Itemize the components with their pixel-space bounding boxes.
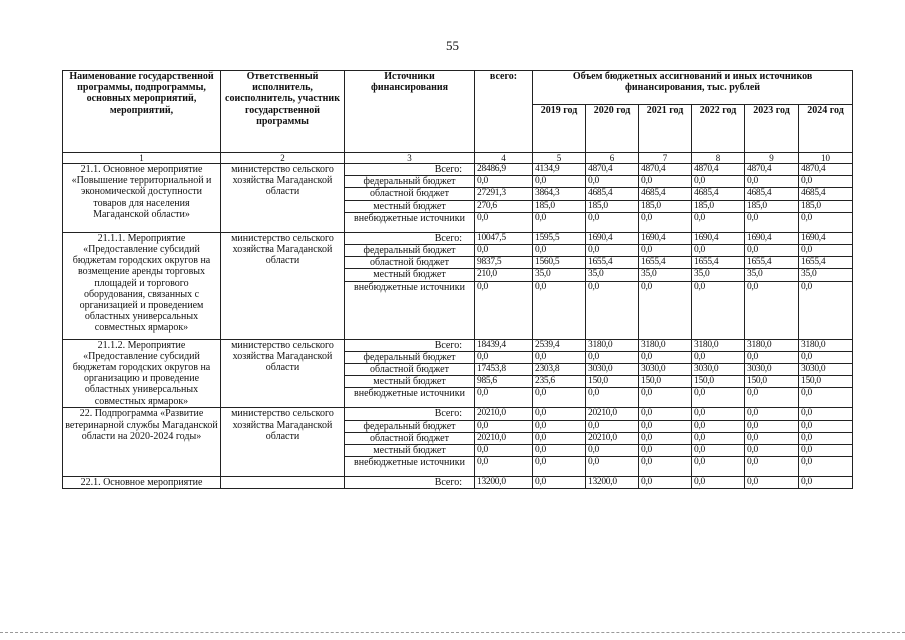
year-value: 1595,5 — [533, 232, 586, 244]
year-value: 4870,4 — [586, 164, 639, 176]
year-value: 1655,4 — [586, 257, 639, 269]
year-value: 185,0 — [586, 200, 639, 212]
year-value: 0,0 — [586, 420, 639, 432]
year-value: 150,0 — [639, 376, 692, 388]
total-value: 0,0 — [475, 351, 533, 363]
funding-source: внебюджетные источники — [345, 457, 475, 477]
year-value: 0,0 — [745, 351, 799, 363]
year-value: 3180,0 — [799, 339, 853, 351]
total-value: 210,0 — [475, 269, 533, 281]
program-name: 21.1. Основное мероприятие «Повышение территориальной и экономической доступности товаров для населения Магаданской области» — [63, 164, 221, 233]
year-value: 0,0 — [639, 432, 692, 444]
funding-source: областной бюджет — [345, 432, 475, 444]
year-value: 0,0 — [533, 245, 586, 257]
total-value: 0,0 — [475, 212, 533, 232]
column-number: 2 — [221, 153, 345, 164]
year-value: 0,0 — [692, 351, 745, 363]
header-name: Наименование государственной программы, подпрограммы, основных мероприятий, мероприятий, — [63, 71, 221, 153]
total-value: 28486,9 — [475, 164, 533, 176]
year-value: 0,0 — [745, 444, 799, 456]
year-value: 0,0 — [639, 176, 692, 188]
total-value: 13200,0 — [475, 477, 533, 489]
table-row — [63, 164, 853, 176]
year-value: 0,0 — [745, 281, 799, 339]
responsible-executor: министерство сельского хозяйства Магаданской области — [221, 408, 345, 477]
responsible-executor — [221, 477, 345, 489]
funding-source: областной бюджет — [345, 257, 475, 269]
year-value: 0,0 — [639, 420, 692, 432]
year-value: 1690,4 — [639, 232, 692, 244]
year-value: 0,0 — [745, 432, 799, 444]
year-value: 35,0 — [692, 269, 745, 281]
total-value: 0,0 — [475, 457, 533, 477]
year-value: 0,0 — [745, 212, 799, 232]
year-value: 13200,0 — [586, 477, 639, 489]
funding-source: федеральный бюджет — [345, 351, 475, 363]
year-value: 2539,4 — [533, 339, 586, 351]
year-value: 0,0 — [692, 245, 745, 257]
year-value: 35,0 — [586, 269, 639, 281]
total-value: 27291,3 — [475, 188, 533, 200]
funding-source: областной бюджет — [345, 188, 475, 200]
year-value: 0,0 — [533, 281, 586, 339]
column-number: 4 — [475, 153, 533, 164]
total-value: 0,0 — [475, 444, 533, 456]
year-value: 0,0 — [692, 281, 745, 339]
year-value: 4870,4 — [745, 164, 799, 176]
header-year: 2024 год — [799, 105, 853, 153]
year-value: 0,0 — [692, 444, 745, 456]
funding-source: внебюджетные источники — [345, 212, 475, 232]
column-number: 5 — [533, 153, 586, 164]
year-value: 0,0 — [799, 245, 853, 257]
program-name: 22. Подпрограмма «Развитие ветеринарной службы Магаданской области на 2020-2024 годы» — [63, 408, 221, 477]
column-number: 7 — [639, 153, 692, 164]
year-value: 0,0 — [533, 212, 586, 232]
year-value: 1690,4 — [799, 232, 853, 244]
year-value: 35,0 — [799, 269, 853, 281]
year-value: 0,0 — [639, 457, 692, 477]
year-value: 20210,0 — [586, 408, 639, 420]
table-row — [63, 232, 853, 244]
year-value: 0,0 — [639, 245, 692, 257]
year-value: 150,0 — [586, 376, 639, 388]
funding-source: внебюджетные источники — [345, 281, 475, 339]
column-number: 10 — [799, 153, 853, 164]
year-value: 4870,4 — [799, 164, 853, 176]
total-value: 20210,0 — [475, 408, 533, 420]
year-value: 0,0 — [745, 176, 799, 188]
total-value: 10047,5 — [475, 232, 533, 244]
year-value: 3030,0 — [692, 363, 745, 375]
year-value: 2303,8 — [533, 363, 586, 375]
year-value: 0,0 — [692, 457, 745, 477]
total-value: 9837,5 — [475, 257, 533, 269]
year-value: 185,0 — [533, 200, 586, 212]
year-value: 0,0 — [533, 444, 586, 456]
year-value: 0,0 — [586, 281, 639, 339]
header-year: 2022 год — [692, 105, 745, 153]
total-value: 0,0 — [475, 281, 533, 339]
year-value: 150,0 — [799, 376, 853, 388]
year-value: 3180,0 — [639, 339, 692, 351]
total-value: 270,6 — [475, 200, 533, 212]
year-value: 150,0 — [692, 376, 745, 388]
year-value: 0,0 — [692, 176, 745, 188]
year-value: 0,0 — [586, 351, 639, 363]
year-value: 0,0 — [533, 420, 586, 432]
year-value: 185,0 — [745, 200, 799, 212]
header-total: всего: — [475, 71, 533, 153]
funding-source: федеральный бюджет — [345, 176, 475, 188]
header-year: 2019 год — [533, 105, 586, 153]
funding-source: федеральный бюджет — [345, 245, 475, 257]
table-body — [63, 164, 853, 489]
year-value: 0,0 — [639, 388, 692, 408]
year-value: 0,0 — [639, 351, 692, 363]
year-value: 3030,0 — [586, 363, 639, 375]
year-value: 1655,4 — [745, 257, 799, 269]
year-value: 0,0 — [745, 477, 799, 489]
year-value: 20210,0 — [586, 432, 639, 444]
header-volume: Объем бюджетных ассигнований и иных источников финансирования, тыс. рублей — [533, 71, 853, 105]
year-value: 0,0 — [745, 457, 799, 477]
funding-source: Всего: — [345, 232, 475, 244]
year-value: 0,0 — [799, 281, 853, 339]
year-value: 1655,4 — [692, 257, 745, 269]
year-value: 3030,0 — [799, 363, 853, 375]
responsible-executor: министерство сельского хозяйства Магаданской области — [221, 164, 345, 233]
table-row — [63, 408, 853, 420]
program-name: 21.1.2. Мероприятие «Предоставление субсидий бюджетам городских округов на организацию и проведение областных универсальных совместных ярмарок» — [63, 339, 221, 408]
year-value: 4870,4 — [639, 164, 692, 176]
year-value: 0,0 — [799, 444, 853, 456]
year-value: 4870,4 — [692, 164, 745, 176]
year-value: 0,0 — [586, 457, 639, 477]
year-value: 0,0 — [799, 420, 853, 432]
header-year: 2020 год — [586, 105, 639, 153]
year-value: 3180,0 — [745, 339, 799, 351]
responsible-executor: министерство сельского хозяйства Магаданской области — [221, 339, 345, 408]
year-value: 0,0 — [745, 388, 799, 408]
year-value: 0,0 — [799, 351, 853, 363]
page-number: 55 — [446, 38, 459, 53]
year-value: 0,0 — [799, 457, 853, 477]
funding-source: Всего: — [345, 408, 475, 420]
total-value: 18439,4 — [475, 339, 533, 351]
year-value: 0,0 — [639, 281, 692, 339]
table-row — [63, 339, 853, 351]
year-value: 0,0 — [586, 388, 639, 408]
year-value: 3030,0 — [745, 363, 799, 375]
total-value: 0,0 — [475, 388, 533, 408]
year-value: 0,0 — [799, 212, 853, 232]
year-value: 0,0 — [533, 388, 586, 408]
funding-source: Всего: — [345, 477, 475, 489]
year-value: 0,0 — [639, 477, 692, 489]
year-value: 35,0 — [533, 269, 586, 281]
year-value: 0,0 — [533, 457, 586, 477]
header-responsible: Ответственный исполнитель, соисполнитель, участник государственной программы — [221, 71, 345, 153]
program-name: 21.1.1. Мероприятие «Предоставление субсидий бюджетам городских округов на возмещение аренды торговых площадей и торгового оборудования, связанных с организацией и проведением областных универсальных совместных ярмарок» — [63, 232, 221, 339]
column-number: 6 — [586, 153, 639, 164]
year-value: 1690,4 — [745, 232, 799, 244]
year-value: 4685,4 — [745, 188, 799, 200]
total-value: 985,6 — [475, 376, 533, 388]
year-value: 4685,4 — [692, 188, 745, 200]
funding-source: федеральный бюджет — [345, 420, 475, 432]
year-value: 3180,0 — [586, 339, 639, 351]
year-value: 235,6 — [533, 376, 586, 388]
column-number: 1 — [63, 153, 221, 164]
year-value: 1655,4 — [799, 257, 853, 269]
year-value: 0,0 — [533, 432, 586, 444]
year-value: 0,0 — [799, 388, 853, 408]
year-value: 1560,5 — [533, 257, 586, 269]
year-value: 0,0 — [586, 245, 639, 257]
funding-source: местный бюджет — [345, 376, 475, 388]
total-value: 0,0 — [475, 245, 533, 257]
funding-source: Всего: — [345, 339, 475, 351]
year-value: 0,0 — [692, 477, 745, 489]
year-value: 0,0 — [692, 432, 745, 444]
year-value: 0,0 — [586, 176, 639, 188]
year-value: 0,0 — [692, 408, 745, 420]
funding-source: областной бюджет — [345, 363, 475, 375]
year-value: 0,0 — [533, 477, 586, 489]
year-value: 0,0 — [745, 420, 799, 432]
total-value: 17453,8 — [475, 363, 533, 375]
year-value: 0,0 — [799, 477, 853, 489]
year-value: 0,0 — [745, 245, 799, 257]
funding-source: Всего: — [345, 164, 475, 176]
year-value: 150,0 — [745, 376, 799, 388]
header-year: 2021 год — [639, 105, 692, 153]
budget-table — [62, 70, 853, 489]
responsible-executor: министерство сельского хозяйства Магаданской области — [221, 232, 345, 339]
year-value: 0,0 — [533, 408, 586, 420]
year-value: 0,0 — [799, 176, 853, 188]
header-year: 2023 год — [745, 105, 799, 153]
table-row — [63, 477, 853, 489]
year-value: 35,0 — [745, 269, 799, 281]
year-value: 0,0 — [639, 408, 692, 420]
year-value: 3180,0 — [692, 339, 745, 351]
funding-source: внебюджетные источники — [345, 388, 475, 408]
year-value: 3030,0 — [639, 363, 692, 375]
year-value: 0,0 — [586, 444, 639, 456]
year-value: 0,0 — [799, 408, 853, 420]
year-value: 0,0 — [692, 420, 745, 432]
year-value: 3864,3 — [533, 188, 586, 200]
year-value: 35,0 — [639, 269, 692, 281]
year-value: 185,0 — [692, 200, 745, 212]
year-value: 0,0 — [639, 212, 692, 232]
total-value: 20210,0 — [475, 432, 533, 444]
year-value: 0,0 — [533, 351, 586, 363]
year-value: 0,0 — [586, 212, 639, 232]
funding-source: местный бюджет — [345, 444, 475, 456]
year-value: 185,0 — [639, 200, 692, 212]
column-number: 3 — [345, 153, 475, 164]
year-value: 1655,4 — [639, 257, 692, 269]
funding-source: местный бюджет — [345, 200, 475, 212]
year-value: 0,0 — [692, 212, 745, 232]
header-sources: Источники финансирования — [345, 71, 475, 153]
year-value: 1690,4 — [586, 232, 639, 244]
year-value: 0,0 — [692, 388, 745, 408]
funding-source: местный бюджет — [345, 269, 475, 281]
year-value: 1690,4 — [692, 232, 745, 244]
year-value: 185,0 — [799, 200, 853, 212]
year-value: 4685,4 — [586, 188, 639, 200]
program-name: 22.1. Основное мероприятие — [63, 477, 221, 489]
year-value: 0,0 — [799, 432, 853, 444]
year-value: 4685,4 — [639, 188, 692, 200]
year-value: 4134,9 — [533, 164, 586, 176]
column-number: 8 — [692, 153, 745, 164]
page-edge-line — [0, 632, 905, 633]
year-value: 0,0 — [745, 408, 799, 420]
year-value: 0,0 — [639, 444, 692, 456]
year-value: 0,0 — [533, 176, 586, 188]
year-value: 4685,4 — [799, 188, 853, 200]
column-number: 9 — [745, 153, 799, 164]
total-value: 0,0 — [475, 420, 533, 432]
total-value: 0,0 — [475, 176, 533, 188]
